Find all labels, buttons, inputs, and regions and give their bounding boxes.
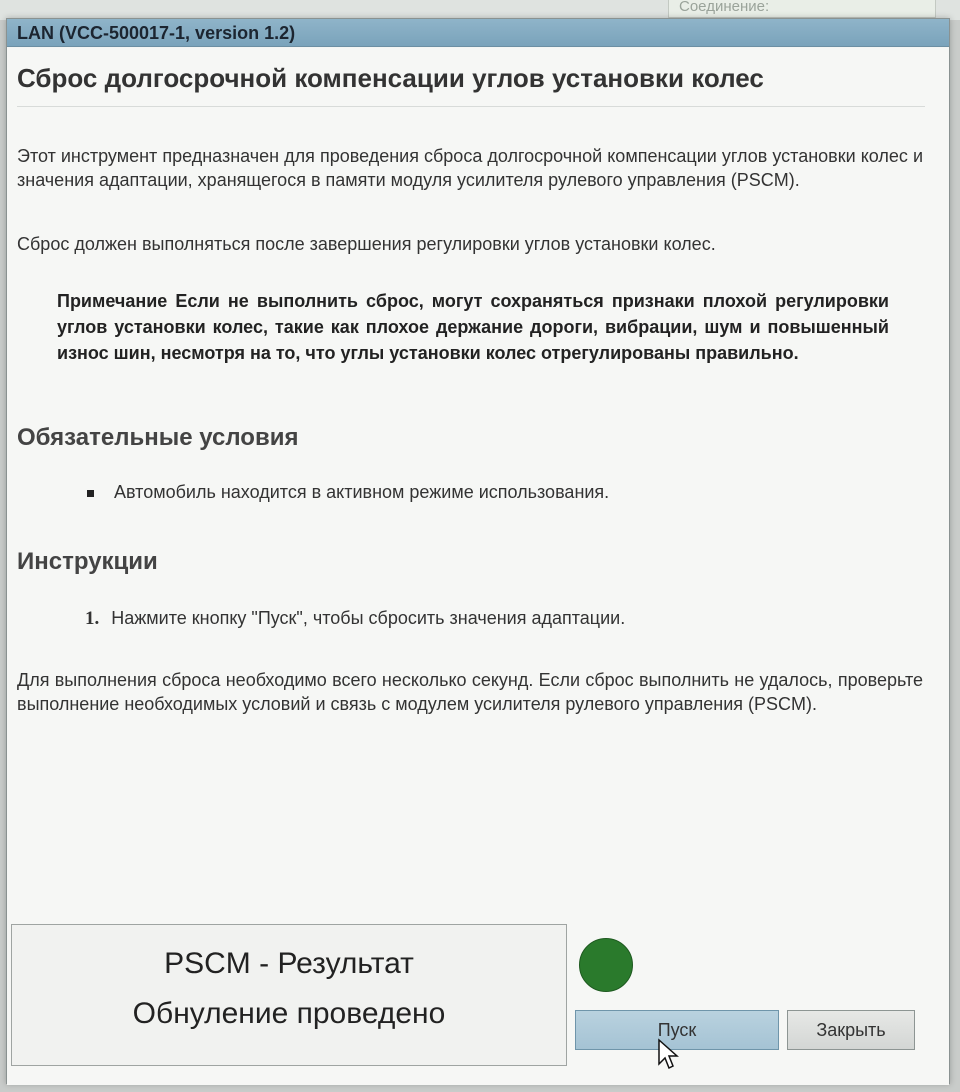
page-title: Сброс долгосрочной компенсации углов установки колес xyxy=(17,63,764,93)
reset-dialog-window xyxy=(6,18,950,1084)
background-connection-button[interactable]: Соединение: xyxy=(668,0,936,18)
window-title: LAN (VCC-500017-1, version 1.2) xyxy=(17,23,296,43)
step-number: 1. xyxy=(85,608,100,629)
status-indicator-light xyxy=(579,938,633,992)
mouse-cursor-icon xyxy=(657,1038,679,1072)
footer-paragraph: Для выполнения сброса необходимо всего несколько секунд. Если сброс выполнить не удалось, проверьте выполнение необходимых условий и связь с модулем усилителя рулевого управления (PSCM). xyxy=(17,670,923,714)
result-panel xyxy=(11,924,567,1066)
prerequisite-item xyxy=(87,482,609,503)
prerequisites-heading: Обязательные условия xyxy=(17,424,299,451)
reset-timing-paragraph: Сброс должен выполняться после завершения регулировки углов установки колес. xyxy=(17,234,716,254)
intro-paragraph: Этот инструмент предназначен для проведения сброса долгосрочной компенсации углов установки колес и значения адаптации, хранящегося в памяти модуля усилителя рулевого управления (PSCM). xyxy=(17,146,923,190)
prerequisite-text: Автомобиль находится в активном режиме использования. xyxy=(114,482,610,502)
title-divider xyxy=(17,106,925,107)
warning-note: Примечание Если не выполнить сброс, могут сохраняться признаки плохой регулировки углов установки колес, такие как плохое держание дороги, вибрации, шум и повышенный износ шин, несмотря на то, что углы установки колес отрегулированы правильно. xyxy=(57,291,889,363)
start-button[interactable]: Пуск xyxy=(575,1010,779,1050)
close-button[interactable]: Закрыть xyxy=(787,1010,915,1050)
bullet-icon xyxy=(87,490,94,497)
instruction-step xyxy=(85,608,625,630)
window-titlebar[interactable] xyxy=(7,19,949,47)
instructions-heading: Инструкции xyxy=(17,548,158,575)
dialog-content xyxy=(7,48,949,1085)
result-title: PSCM - Результат xyxy=(164,947,414,980)
step-text: Нажмите кнопку "Пуск", чтобы сбросить значения адаптации. xyxy=(111,608,626,628)
result-status: Обнуление проведено xyxy=(132,997,446,1030)
